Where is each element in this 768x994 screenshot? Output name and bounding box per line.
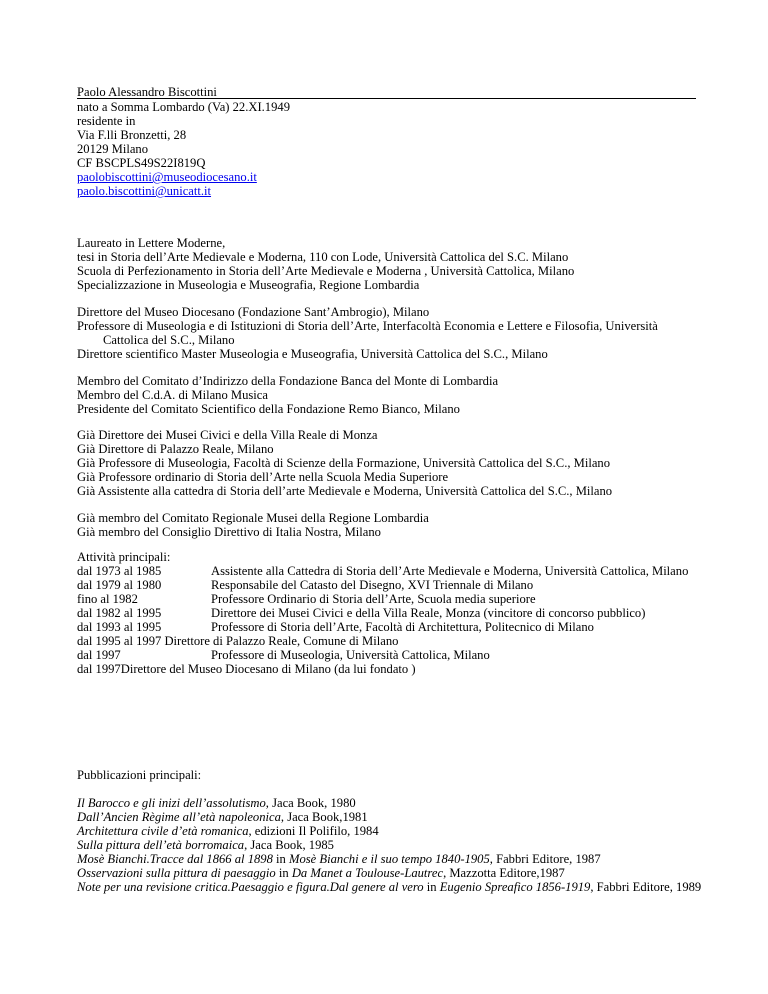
- activity-period: dal 1995 al 1997: [77, 634, 162, 648]
- publication-title: Architettura civile d’età romanica: [77, 824, 249, 838]
- activity-period: dal 1993 al 1995: [77, 620, 162, 634]
- publication-volume-title: Da Manet a Toulouse-Lautrec: [291, 866, 444, 880]
- publication-title: Mosè Bianchi.Tracce dal 1866 al 1898: [77, 852, 273, 866]
- publication-connector: in: [272, 852, 289, 866]
- publication-title: Dall’Ancien Règime all’età napoleonica: [77, 810, 281, 824]
- email-link-museo[interactable]: paolobiscottini@museodiocesano.it: [77, 170, 257, 184]
- birth-line: nato a Somma Lombardo (Va) 22.XI.1949: [77, 100, 290, 114]
- publication-volume-title: Mosè Bianchi e il suo tempo 1840-1905: [288, 852, 490, 866]
- activity-row: [77, 578, 697, 592]
- publication-title: Il Barocco e gli inizi dell’assolutismo: [77, 796, 266, 810]
- activity-description: Direttore del Museo Diocesano di Milano (da lui fondato ): [120, 662, 416, 676]
- position-line: Professore di Museologia e di Istituzioni di Storia dell’Arte, Interfacoltà Economia e Lettere e Filosofia, Università Cattolica del S.C., Milano: [77, 319, 658, 347]
- publication-volume-title: Eugenio Spreafico 1856-1919: [439, 880, 591, 894]
- activity-period: fino al 1982: [77, 592, 138, 606]
- former-role-line: Già Assistente alla cattedra di Storia dell’arte Medievale e Moderna, Università Cattolica del S.C., Milano: [77, 484, 613, 498]
- publication-details: , Fabbri Editore, 1989: [590, 880, 702, 894]
- publication-details: , Jaca Book, 1980: [265, 796, 356, 810]
- activity-description: Direttore di Palazzo Reale, Comune di Milano: [164, 634, 399, 648]
- activity-row: [77, 606, 697, 620]
- publication-item: [77, 796, 697, 810]
- membership-line: Presidente del Comitato Scientifico della Fondazione Remo Bianco, Milano: [77, 402, 460, 416]
- publications-list: [77, 796, 702, 894]
- activity-row: [77, 634, 697, 648]
- education-line: Laureato in Lettere Moderne,: [77, 236, 226, 250]
- activity-row: [77, 620, 697, 634]
- positions-block: [77, 305, 697, 361]
- former-membership-line: Già membro del Consiglio Direttivo di Italia Nostra, Milano: [77, 525, 381, 539]
- former-roles-block: [77, 428, 697, 498]
- education-line: tesi in Storia dell’Arte Medievale e Moderna, 110 con Lode, Università Cattolica del S.C. Milano: [77, 250, 569, 264]
- activity-row: [77, 662, 697, 676]
- publication-item: [77, 852, 687, 866]
- activity-description: Responsabile del Catasto del Disegno, XVI Triennale di Milano: [211, 578, 534, 592]
- publication-details: , Fabbri Editore, 1987: [489, 852, 601, 866]
- publications-heading: Pubblicazioni principali:: [77, 768, 202, 782]
- activity-row: [77, 564, 697, 578]
- education-block: [77, 236, 697, 292]
- former-role-line: Già Professore di Museologia, Facoltà di Scienze della Formazione, Università Cattolica del S.C., Milano: [77, 456, 611, 470]
- activity-period: dal 1979 al 1980: [77, 578, 162, 592]
- publication-connector: in: [275, 866, 292, 880]
- publication-details: , Mazzotta Editore,1987: [443, 866, 565, 880]
- activities-block: [77, 550, 697, 676]
- email-link-unicatt[interactable]: paolo.biscottini@unicatt.it: [77, 184, 212, 198]
- education-line: Specializzazione in Museologia e Museografia, Regione Lombardia: [77, 278, 420, 292]
- publication-connector: in: [423, 880, 440, 894]
- membership-line: Membro del Comitato d’Indirizzo della Fondazione Banca del Monte di Lombardia: [77, 374, 499, 388]
- activity-description: Direttore dei Musei Civici e della Villa Reale, Monza (vincitore di concorso pubblico): [211, 606, 646, 620]
- city-address: 20129 Milano: [77, 142, 149, 156]
- publication-item: [77, 838, 697, 852]
- activity-period: dal 1997: [77, 648, 121, 662]
- position-line: Direttore del Museo Diocesano (Fondazione Sant’Ambrogio), Milano: [77, 305, 430, 319]
- former-membership-line: Già membro del Comitato Regionale Musei della Regione Lombardia: [77, 511, 429, 525]
- publication-item: [77, 880, 717, 894]
- publication-details: , edizioni Il Polifilo, 1984: [248, 824, 379, 838]
- activity-period: dal 1973 al 1985: [77, 564, 162, 578]
- publication-item: [77, 810, 697, 824]
- street-address: Via F.lli Bronzetti, 28: [77, 128, 187, 142]
- activity-period: dal 1982 al 1995: [77, 606, 162, 620]
- former-role-line: Già Professore ordinario di Storia dell’Arte nella Scuola Media Superiore: [77, 470, 449, 484]
- activity-description: Professore di Storia dell’Arte, Facoltà di Architettura, Politecnico di Milano: [211, 620, 594, 634]
- position-line: Direttore scientifico Master Museologia e Museografia, Università Cattolica del S.C., Milano: [77, 347, 548, 361]
- publication-details: , Jaca Book,1981: [280, 810, 368, 824]
- activities-heading: Attività principali:: [77, 550, 171, 564]
- person-name: Paolo Alessandro Biscottini: [77, 85, 217, 99]
- tax-code: CF BSCPLS49S22I819Q: [77, 156, 206, 170]
- publication-details: , Jaca Book, 1985: [244, 838, 334, 852]
- activity-description: Professore di Museologia, Università Cattolica, Milano: [211, 648, 490, 662]
- publications-heading-block: [77, 768, 697, 782]
- activity-description: Assistente alla Cattedra di Storia dell’Arte Medievale e Moderna, Università Cattolica, Milano: [211, 564, 689, 578]
- publication-title: Sulla pittura dell’età borromaica: [77, 838, 245, 852]
- activity-row: [77, 592, 697, 606]
- publication-item: [77, 824, 697, 838]
- publication-title: Osservazioni sulla pittura di paesaggio: [77, 866, 276, 880]
- contact-block: [77, 100, 697, 198]
- header-rule: [77, 98, 696, 99]
- former-memberships-block: [77, 511, 697, 539]
- activity-description: Professore Ordinario di Storia dell’Arte, Scuola media superiore: [211, 592, 536, 606]
- former-role-line: Già Direttore dei Musei Civici e della Villa Reale di Monza: [77, 428, 378, 442]
- activity-row: [77, 648, 697, 662]
- publication-title: Note per una revisione critica.Paesaggio e figura.Dal genere al vero: [77, 880, 424, 894]
- memberships-block: [77, 374, 697, 416]
- former-role-line: Già Direttore di Palazzo Reale, Milano: [77, 442, 274, 456]
- membership-line: Membro del C.d.A. di Milano Musica: [77, 388, 268, 402]
- activity-period: dal 1997: [77, 662, 121, 676]
- residence-label: residente in: [77, 114, 136, 128]
- education-line: Scuola di Perfezionamento in Storia dell’Arte Medievale e Moderna , Università Cattolica, Milano: [77, 264, 575, 278]
- publication-item: [77, 866, 697, 880]
